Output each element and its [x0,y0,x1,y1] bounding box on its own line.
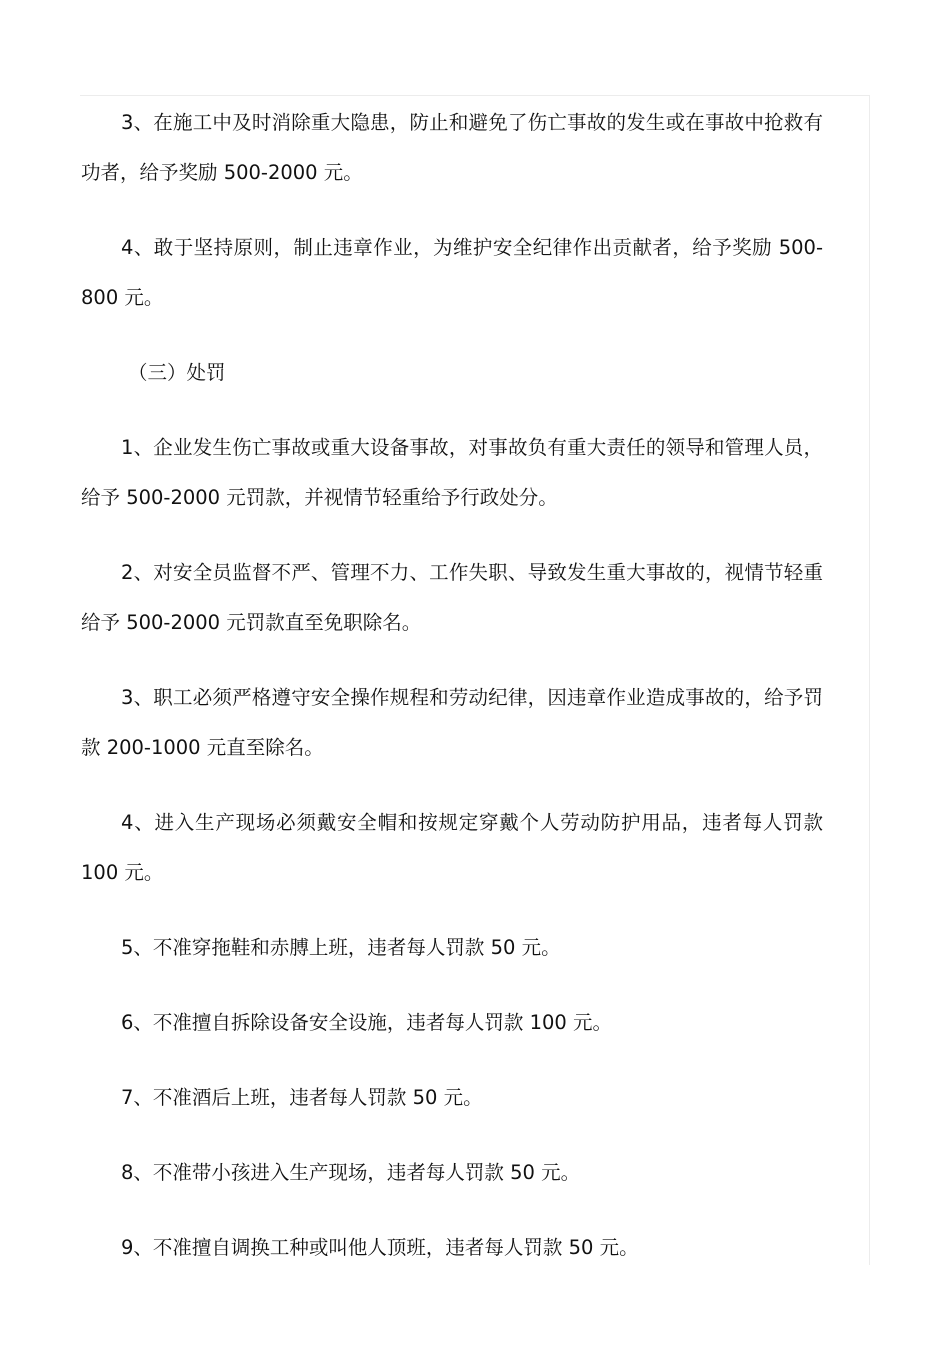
penalty-item-9: 9、不准擅自调换工种或叫他人顶班，违者每人罚款 50 元。 [121,1236,639,1259]
reward-item-4: 4、敢于坚持原则，制止违章作业，为维护安全纪律作出贡献者，给予奖励 500-800 元。 [81,236,823,309]
penalty-item-6: 6、不准擅自拆除设备安全设施，违者每人罚款 100 元。 [121,1011,613,1034]
penalty-item-1: 1、企业发生伤亡事故或重大设备事故，对事故负有重大责任的领导和管理人员，给予 500-2000 元罚款，并视情节轻重给予行政处分。 [81,436,823,509]
penalty-item-8: 8、不准带小孩进入生产现场，违者每人罚款 50 元。 [121,1161,581,1184]
page-border-right [869,95,870,1265]
penalty-item-5: 5、不准穿拖鞋和赤膊上班，违者每人罚款 50 元。 [121,936,561,959]
reward-item-3: 3、在施工中及时消除重大隐患，防止和避免了伤亡事故的发生或在事故中抢救有功者，给予奖励 500-2000 元。 [81,111,823,184]
section-heading-penalties: （三）处罚 [128,361,226,384]
penalty-item-4: 4、进入生产现场必须戴安全帽和按规定穿戴个人劳动防护用品，违者每人罚款 100 元。 [81,811,823,884]
penalty-item-2: 2、对安全员监督不严、管理不力、工作失职、导致发生重大事故的，视情节轻重给予 500-2000 元罚款直至免职除名。 [81,561,823,634]
penalty-item-3: 3、职工必须严格遵守安全操作规程和劳动纪律，因违章作业造成事故的，给予罚款 200-1000 元直至除名。 [81,686,823,759]
penalty-item-7: 7、不准酒后上班，违者每人罚款 50 元。 [121,1086,483,1109]
page-border-top [80,95,870,96]
document-body [81,98,823,1298]
